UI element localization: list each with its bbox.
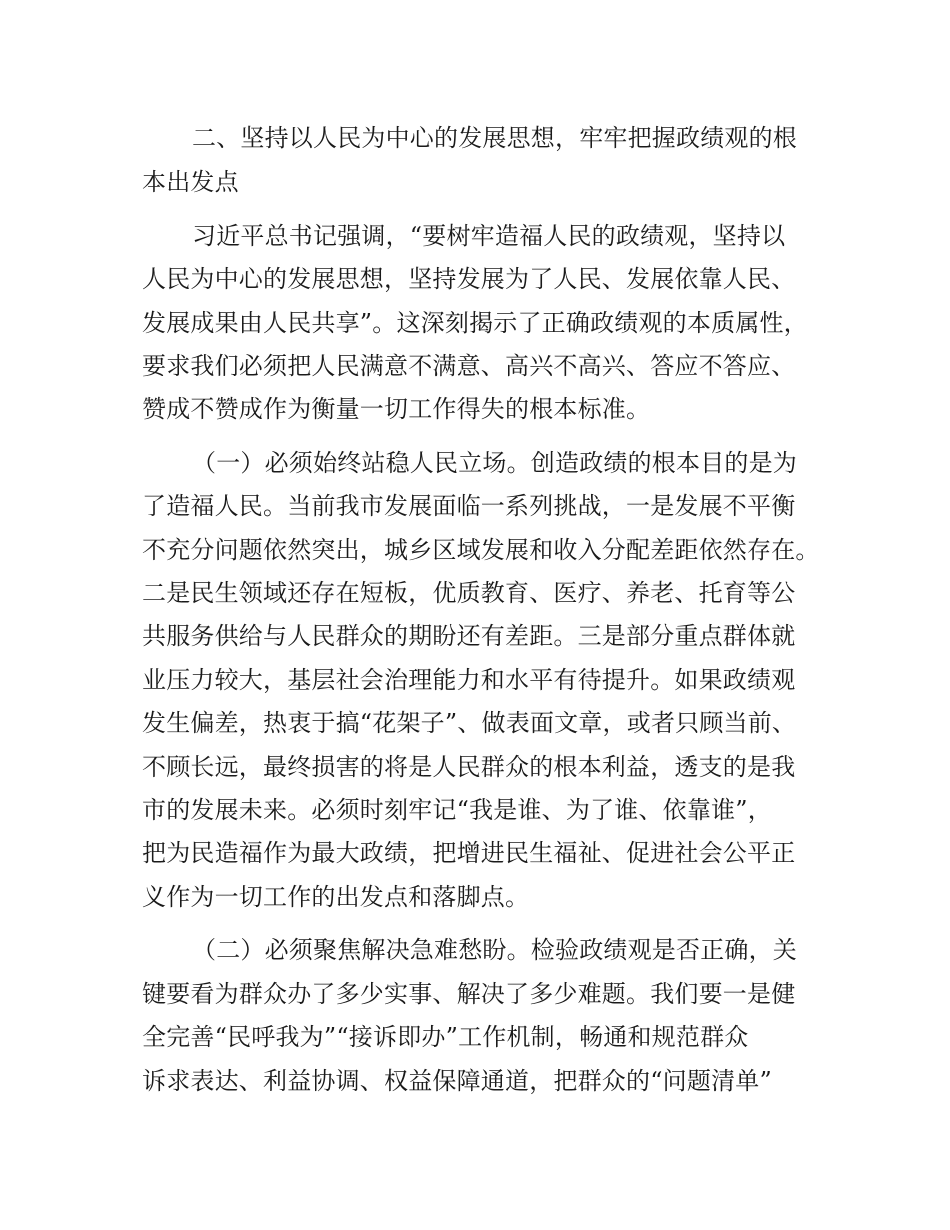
paragraph-line: 赞成不赞成作为衡量一切工作得失的根本标准。 bbox=[142, 395, 651, 423]
section2-line: 键要看为群众办了多少实事、解决了多少难题。我们要一是健 bbox=[142, 980, 796, 1008]
section1-line: 不充分问题依然突出，城乡区域发展和收入分配差距依然存在。 bbox=[142, 536, 820, 564]
section1-line: 义作为一切工作的出发点和落脚点。 bbox=[142, 883, 530, 911]
section-heading-line-2: 本出发点 bbox=[142, 168, 239, 196]
paragraph-line: 习近平总书记强调，“要树牢造福人民的政绩观，坚持以 bbox=[192, 222, 786, 250]
section1-line: （一）必须始终站稳人民立场。创造政绩的根本目的是为 bbox=[192, 449, 797, 477]
section2-line: 全完善“民呼我为”“接诉即办”工作机制，畅通和规范群众 bbox=[142, 1023, 749, 1051]
paragraph-line: 人民为中心的发展思想，坚持发展为了人民、发展依靠人民、 bbox=[142, 265, 796, 293]
section1-line: 业压力较大，基层社会治理能力和水平有待提升。如果政绩观 bbox=[142, 666, 796, 694]
section1-line: 共服务供给与人民群众的期盼还有差距。三是部分重点群体就 bbox=[142, 622, 796, 650]
paragraph-line: 要求我们必须把人民满意不满意、高兴不高兴、答应不答应、 bbox=[142, 352, 796, 380]
section1-line: 不顾长远，最终损害的将是人民群众的根本利益，透支的是我 bbox=[142, 753, 796, 781]
paragraph-line: 发展成果由人民共享”。这深刻揭示了正确政绩观的本质属性， bbox=[142, 309, 808, 337]
section1-line: 市的发展未来。必须时刻牢记“我是谁、为了谁、依靠谁”， bbox=[142, 796, 772, 824]
section1-line: 发生偏差，热衷于搞“花架子”、做表面文章，或者只顾当前、 bbox=[142, 709, 797, 737]
section2-line: （二）必须聚焦解决急难愁盼。检验政绩观是否正确，关 bbox=[192, 936, 797, 964]
section1-line: 二是民生领域还存在短板，优质教育、医疗、养老、托育等公 bbox=[142, 579, 796, 607]
section-heading-line-1: 二、坚持以人民为中心的发展思想，牢牢把握政绩观的根 bbox=[192, 124, 797, 152]
section1-line: 把为民造福作为最大政绩，把增进民生福祉、促进社会公平正 bbox=[142, 839, 796, 867]
section1-line: 了造福人民。当前我市发展面临一系列挑战，一是发展不平衡 bbox=[142, 492, 796, 520]
section2-line: 诉求表达、利益协调、权益保障通道，把群众的“问题清单” bbox=[142, 1067, 772, 1095]
